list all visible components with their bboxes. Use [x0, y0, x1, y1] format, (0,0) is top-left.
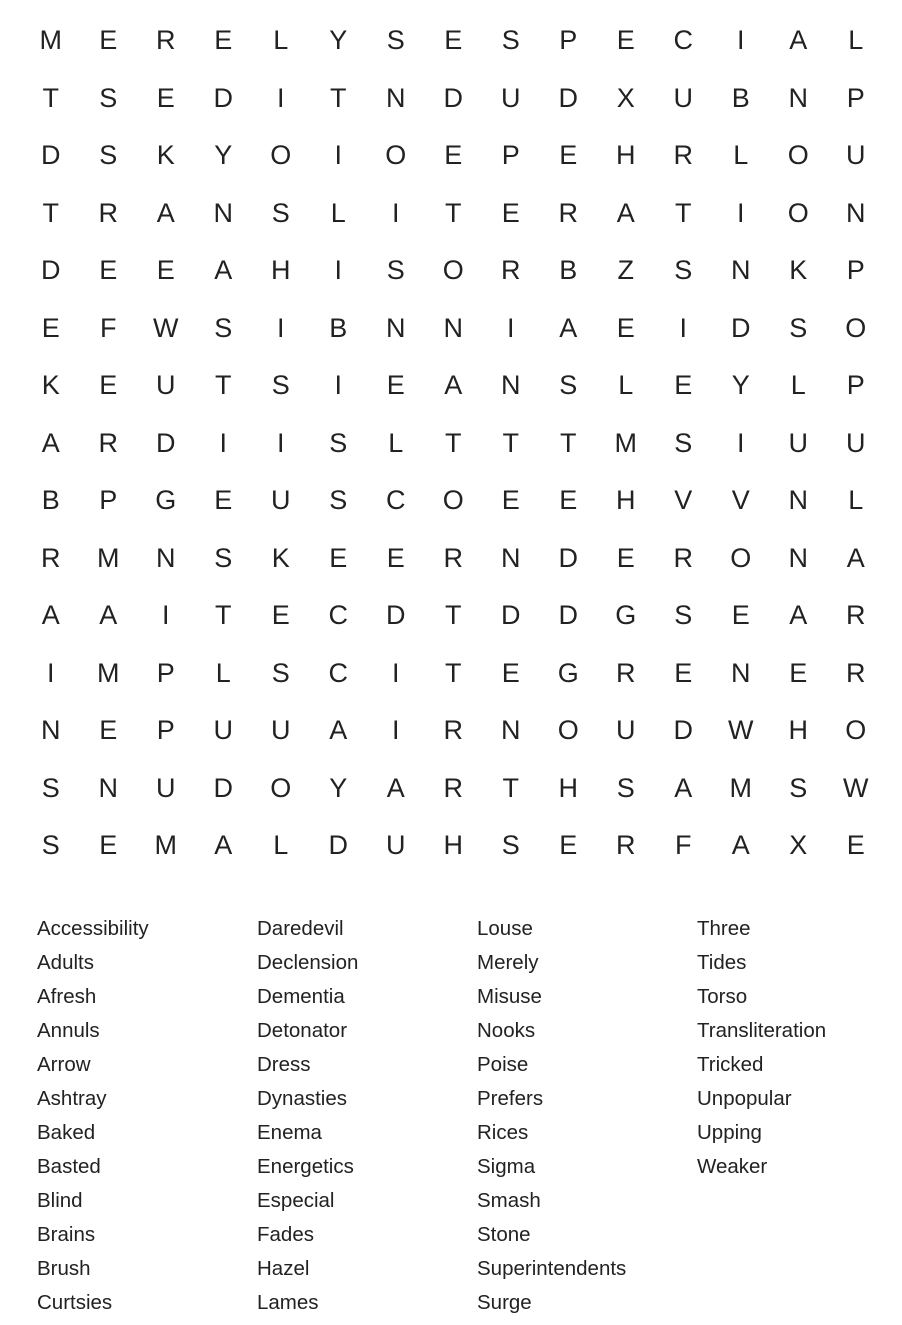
grid-cell[interactable]: O	[270, 140, 292, 171]
grid-cell[interactable]: I	[679, 312, 687, 343]
grid-cell[interactable]: S	[501, 25, 520, 56]
grid-cell[interactable]: B	[731, 82, 750, 113]
grid-cell[interactable]: D	[558, 600, 578, 631]
grid-cell[interactable]: S	[501, 830, 520, 861]
grid-cell[interactable]: B	[559, 255, 578, 286]
grid-cell[interactable]: Z	[617, 255, 634, 286]
grid-cell[interactable]: O	[730, 542, 752, 573]
grid-cell[interactable]: E	[501, 197, 520, 228]
grid-cell[interactable]: D	[443, 82, 463, 113]
word-item: Transliteration	[697, 1019, 827, 1042]
grid-cell[interactable]: A	[214, 830, 233, 861]
word-item: Basted	[37, 1155, 101, 1178]
grid-cell[interactable]: O	[385, 140, 407, 171]
grid-cell[interactable]: R	[616, 657, 636, 688]
word-item: Afresh	[37, 985, 97, 1008]
grid-cell[interactable]: S	[674, 427, 693, 458]
grid-cell[interactable]: E	[731, 600, 750, 631]
grid-cell[interactable]: E	[41, 312, 60, 343]
grid-cell[interactable]: I	[391, 197, 400, 228]
grid-cell[interactable]: E	[559, 485, 578, 516]
grid-cell[interactable]: H	[558, 772, 578, 803]
grid-cell[interactable]: E	[99, 370, 118, 401]
grid-cell[interactable]: R	[846, 657, 866, 688]
grid-cell[interactable]: P	[99, 485, 118, 516]
grid-cell[interactable]: H	[443, 830, 463, 861]
word-column	[697, 912, 897, 1320]
word-item: Ashtray	[37, 1087, 107, 1110]
grid-cell[interactable]: N	[501, 715, 521, 746]
word-item: Merely	[477, 951, 539, 974]
grid-cell[interactable]: V	[674, 485, 693, 516]
grid-cell[interactable]: E	[444, 140, 463, 171]
grid-cell[interactable]: I	[161, 600, 170, 631]
grid-cell[interactable]: O	[845, 715, 867, 746]
word-item: Weaker	[697, 1155, 768, 1178]
grid-cell[interactable]: I	[391, 657, 400, 688]
grid-cell[interactable]: U	[846, 140, 866, 171]
word-item: Brush	[37, 1257, 91, 1280]
grid-cell[interactable]: D	[328, 830, 348, 861]
grid-cell[interactable]: T	[42, 82, 59, 113]
word-column	[37, 912, 257, 1320]
grid-cell[interactable]: N	[846, 197, 866, 228]
grid-cell[interactable]: I	[46, 657, 55, 688]
grid-cell[interactable]: P	[501, 140, 520, 171]
grid-cell[interactable]: R	[846, 600, 866, 631]
grid-cell[interactable]: T	[445, 427, 462, 458]
grid-cell[interactable]: S	[329, 485, 348, 516]
grid-cell[interactable]: H	[788, 715, 808, 746]
grid-cell[interactable]: W	[843, 772, 869, 803]
grid-cell[interactable]: C	[328, 657, 348, 688]
grid-cell[interactable]: R	[501, 255, 521, 286]
grid-cell[interactable]: S	[41, 830, 60, 861]
grid-cell[interactable]: E	[674, 657, 693, 688]
grid-cell[interactable]: R	[673, 542, 693, 573]
grid-cell[interactable]: R	[443, 715, 463, 746]
grid-cell[interactable]: T	[330, 82, 347, 113]
grid-cell[interactable]: U	[673, 82, 693, 113]
grid-cell[interactable]: P	[156, 715, 175, 746]
grid-cell[interactable]: S	[214, 312, 233, 343]
grid-cell[interactable]: D	[386, 600, 406, 631]
grid-cell[interactable]: U	[788, 427, 808, 458]
grid-cell[interactable]: L	[215, 657, 231, 688]
word-item: Louse	[477, 917, 533, 940]
grid-cell[interactable]: T	[215, 370, 232, 401]
word-item: Dress	[257, 1053, 311, 1076]
grid-cell[interactable]: O	[787, 197, 809, 228]
grid-cell[interactable]: A	[386, 772, 405, 803]
grid-cell[interactable]: U	[271, 485, 291, 516]
grid-cell[interactable]: A	[41, 427, 60, 458]
grid-cell[interactable]: L	[330, 197, 346, 228]
grid-cell[interactable]: H	[616, 485, 636, 516]
grid-cell[interactable]: Y	[731, 370, 750, 401]
grid-cell[interactable]: S	[674, 600, 693, 631]
grid-cell[interactable]: N	[213, 197, 233, 228]
grid-cell[interactable]: O	[442, 255, 464, 286]
grid-cell[interactable]: P	[846, 255, 865, 286]
word-item: Tricked	[697, 1053, 764, 1076]
grid-cell[interactable]: I	[276, 82, 285, 113]
grid-cell[interactable]: T	[445, 600, 462, 631]
word-item: Adults	[37, 951, 94, 974]
grid-cell[interactable]: T	[560, 427, 577, 458]
grid-cell[interactable]: T	[445, 197, 462, 228]
grid-cell[interactable]: H	[271, 255, 291, 286]
grid-cell[interactable]: S	[271, 657, 290, 688]
word-item: Especial	[257, 1189, 335, 1212]
grid-cell[interactable]: S	[789, 312, 808, 343]
grid-cell[interactable]: I	[391, 715, 400, 746]
grid-cell[interactable]: O	[787, 140, 809, 171]
grid-cell[interactable]: E	[214, 25, 233, 56]
word-item: Energetics	[257, 1155, 354, 1178]
grid-cell[interactable]: A	[846, 542, 865, 573]
grid-cell[interactable]: P	[559, 25, 578, 56]
word-item: Prefers	[477, 1087, 544, 1110]
grid-cell[interactable]: V	[731, 485, 750, 516]
grid-cell[interactable]: M	[154, 830, 177, 861]
grid-cell[interactable]: D	[731, 312, 751, 343]
grid-cell[interactable]: T	[502, 427, 519, 458]
grid-cell[interactable]: R	[443, 542, 463, 573]
grid-cell[interactable]: A	[329, 715, 348, 746]
word-item: Brains	[37, 1223, 96, 1246]
grid-cell[interactable]: A	[214, 255, 233, 286]
grid-cell[interactable]: R	[41, 542, 61, 573]
grid-cell[interactable]: K	[156, 140, 175, 171]
grid-cell[interactable]: I	[506, 312, 515, 343]
grid-cell[interactable]: S	[99, 82, 118, 113]
grid-cell[interactable]: B	[329, 312, 348, 343]
word-item: Declension	[257, 951, 359, 974]
grid-cell[interactable]: E	[846, 830, 865, 861]
grid-cell[interactable]: T	[215, 600, 232, 631]
grid-cell[interactable]: U	[846, 427, 866, 458]
grid-cell[interactable]: O	[442, 485, 464, 516]
grid-cell[interactable]: D	[558, 82, 578, 113]
word-item: Dynasties	[257, 1087, 348, 1110]
grid-cell[interactable]: L	[618, 370, 634, 401]
grid-cell[interactable]: S	[271, 197, 290, 228]
grid-cell[interactable]: A	[156, 197, 175, 228]
grid-cell[interactable]: D	[213, 82, 233, 113]
grid-cell[interactable]: A	[41, 600, 60, 631]
grid-cell[interactable]: I	[334, 370, 342, 401]
word-item: Detonator	[257, 1019, 348, 1042]
grid-cell[interactable]: E	[501, 657, 520, 688]
grid-cell[interactable]: T	[42, 197, 59, 228]
word-item: Accessibility	[37, 917, 149, 940]
grid-cell[interactable]: E	[501, 485, 520, 516]
word-column	[477, 912, 697, 1320]
grid-cell[interactable]: P	[846, 370, 865, 401]
grid-cell[interactable]: S	[329, 427, 348, 458]
grid-cell[interactable]: U	[213, 715, 233, 746]
word-item: Smash	[477, 1189, 541, 1212]
grid-cell[interactable]: N	[501, 370, 521, 401]
grid-cell[interactable]: I	[334, 255, 342, 286]
grid-cell[interactable]: U	[616, 715, 636, 746]
grid-cell[interactable]: S	[214, 542, 233, 573]
grid-cell[interactable]: A	[99, 600, 118, 631]
word-item: Enema	[257, 1121, 322, 1144]
word-item: Three	[697, 917, 751, 940]
word-item: Annuls	[37, 1019, 100, 1042]
grid-cell[interactable]: A	[616, 197, 635, 228]
grid-cell[interactable]: I	[219, 427, 227, 458]
grid-cell[interactable]: C	[328, 600, 348, 631]
grid-cell[interactable]: N	[788, 485, 808, 516]
grid-cell[interactable]: H	[616, 140, 636, 171]
grid-cell[interactable]: E	[444, 25, 463, 56]
grid-cell[interactable]: L	[790, 370, 806, 401]
word-item: Daredevil	[257, 917, 344, 940]
grid-cell[interactable]: W	[728, 715, 754, 746]
word-item: Baked	[37, 1121, 96, 1144]
grid-cell[interactable]: E	[674, 370, 693, 401]
grid-cell[interactable]: S	[789, 772, 808, 803]
grid-cell[interactable]: K	[41, 370, 60, 401]
word-item: Poise	[477, 1053, 529, 1076]
grid-cell[interactable]: T	[675, 197, 692, 228]
grid-cell[interactable]: A	[731, 830, 750, 861]
grid-cell[interactable]: E	[386, 542, 405, 573]
grid-cell[interactable]: S	[386, 25, 405, 56]
grid-cell[interactable]: E	[616, 25, 635, 56]
grid-cell[interactable]: L	[848, 485, 864, 516]
grid-cell[interactable]: S	[386, 255, 405, 286]
grid-cell[interactable]: E	[156, 82, 175, 113]
grid-cell[interactable]: I	[736, 427, 745, 458]
grid-cell[interactable]: C	[386, 485, 406, 516]
grid-cell[interactable]: A	[789, 600, 808, 631]
grid-cell[interactable]: X	[789, 830, 808, 861]
grid-cell[interactable]: N	[41, 715, 61, 746]
grid-cell[interactable]: S	[559, 370, 578, 401]
grid-cell[interactable]: R	[443, 772, 463, 803]
grid-cell[interactable]: R	[673, 140, 693, 171]
grid-cell[interactable]: F	[675, 830, 692, 861]
grid-cell[interactable]: A	[444, 370, 463, 401]
word-item: Torso	[697, 985, 748, 1008]
grid-cell[interactable]: T	[502, 772, 519, 803]
grid-cell[interactable]: M	[97, 657, 120, 688]
word-item: Rices	[477, 1121, 529, 1144]
grid-cell[interactable]: D	[41, 255, 61, 286]
word-item: Curtsies	[37, 1291, 113, 1314]
grid-cell[interactable]: E	[99, 255, 118, 286]
grid-cell[interactable]: U	[271, 715, 291, 746]
grid-cell[interactable]: O	[845, 312, 867, 343]
grid-cell[interactable]: N	[98, 772, 118, 803]
grid-cell[interactable]: S	[271, 370, 290, 401]
word-item: Blind	[37, 1189, 83, 1212]
word-item: Dementia	[257, 985, 345, 1008]
grid-cell[interactable]: E	[329, 542, 348, 573]
grid-cell[interactable]: E	[616, 312, 635, 343]
grid-cell[interactable]: G	[557, 657, 579, 688]
grid-cell[interactable]: E	[386, 370, 405, 401]
grid-cell[interactable]: T	[445, 657, 462, 688]
word-item: Fades	[257, 1223, 314, 1246]
grid-cell[interactable]: N	[788, 82, 808, 113]
grid-cell[interactable]: N	[443, 312, 463, 343]
grid-cell[interactable]: E	[99, 25, 118, 56]
grid-cell[interactable]: R	[616, 830, 636, 861]
word-item: Lames	[257, 1291, 319, 1314]
grid-cell[interactable]: U	[501, 82, 521, 113]
grid-cell[interactable]: L	[273, 830, 289, 861]
grid-cell[interactable]: E	[99, 715, 118, 746]
word-item: Hazel	[257, 1257, 310, 1280]
grid-cell[interactable]: U	[386, 830, 406, 861]
grid-cell[interactable]: S	[41, 772, 60, 803]
grid-cell[interactable]: E	[99, 830, 118, 861]
word-list	[37, 912, 897, 1320]
word-item: Superintendents	[477, 1257, 627, 1280]
grid-cell[interactable]: M	[39, 25, 62, 56]
grid-cell[interactable]: D	[156, 427, 176, 458]
grid-cell[interactable]: S	[616, 772, 635, 803]
grid-cell[interactable]: L	[848, 25, 864, 56]
grid-cell[interactable]: G	[615, 600, 637, 631]
grid-cell[interactable]: F	[100, 312, 117, 343]
grid-cell[interactable]: W	[153, 312, 179, 343]
grid-cell[interactable]: E	[156, 255, 175, 286]
grid-cell[interactable]: A	[789, 25, 808, 56]
word-item: Stone	[477, 1223, 531, 1246]
grid-cell[interactable]: B	[41, 485, 60, 516]
grid-cell[interactable]: E	[271, 600, 290, 631]
grid-cell[interactable]: N	[156, 542, 176, 573]
grid-cell[interactable]: M	[97, 542, 120, 573]
word-item: Misuse	[477, 985, 542, 1008]
grid-cell[interactable]: N	[386, 82, 406, 113]
grid-cell[interactable]: M	[729, 772, 752, 803]
grid-cell[interactable]: P	[846, 82, 865, 113]
grid-cell[interactable]: D	[558, 542, 578, 573]
grid-cell[interactable]: R	[98, 197, 118, 228]
grid-cell[interactable]: O	[557, 715, 579, 746]
grid-cell[interactable]: N	[386, 312, 406, 343]
grid-cell[interactable]: S	[674, 255, 693, 286]
grid-cell[interactable]: N	[731, 657, 751, 688]
grid-cell[interactable]: I	[276, 427, 285, 458]
grid-cell[interactable]: L	[273, 25, 289, 56]
grid-cell[interactable]: R	[98, 427, 118, 458]
grid-cell[interactable]: C	[673, 25, 693, 56]
grid-cell[interactable]: E	[616, 542, 635, 573]
grid-cell[interactable]: Y	[329, 25, 348, 56]
grid-cell[interactable]: X	[616, 82, 635, 113]
grid-cell[interactable]: D	[41, 140, 61, 171]
grid-cell[interactable]: A	[559, 312, 578, 343]
grid-cell[interactable]: I	[276, 312, 285, 343]
grid-cell[interactable]: P	[156, 657, 175, 688]
grid-cell[interactable]: U	[156, 772, 176, 803]
word-item: Nooks	[477, 1019, 536, 1042]
grid-cell[interactable]: E	[559, 140, 578, 171]
grid-cell[interactable]: Y	[214, 140, 233, 171]
grid-cell[interactable]: G	[155, 485, 177, 516]
word-item: Arrow	[37, 1053, 91, 1076]
grid-cell[interactable]: L	[388, 427, 404, 458]
grid-cell[interactable]: I	[736, 197, 745, 228]
grid-cell[interactable]: N	[731, 255, 751, 286]
word-item: Surge	[477, 1291, 532, 1314]
grid-cell[interactable]: D	[501, 600, 521, 631]
grid-cell[interactable]: K	[789, 255, 808, 286]
grid-cell[interactable]: I	[334, 140, 342, 171]
grid-cell[interactable]: U	[156, 370, 176, 401]
grid-cell[interactable]: N	[501, 542, 521, 573]
grid-cell[interactable]: E	[559, 830, 578, 861]
grid-cell[interactable]: A	[674, 772, 693, 803]
word-item: Upping	[697, 1121, 762, 1144]
word-item: Sigma	[477, 1155, 536, 1178]
grid-cell[interactable]: I	[736, 25, 745, 56]
word-item: Unpopular	[697, 1087, 792, 1110]
grid-cell[interactable]: E	[214, 485, 233, 516]
word-item: Tides	[697, 951, 747, 974]
grid-cell[interactable]: K	[271, 542, 290, 573]
grid-cell[interactable]: M	[614, 427, 637, 458]
word-column	[257, 912, 477, 1320]
grid-cell[interactable]: E	[789, 657, 808, 688]
grid-cell[interactable]: D	[213, 772, 233, 803]
grid-cell[interactable]: S	[99, 140, 118, 171]
grid-cell[interactable]: Y	[329, 772, 348, 803]
grid-cell[interactable]: R	[558, 197, 578, 228]
grid-cell[interactable]: O	[270, 772, 292, 803]
grid-cell[interactable]: D	[673, 715, 693, 746]
grid-cell[interactable]: R	[156, 25, 176, 56]
grid-cell[interactable]: N	[788, 542, 808, 573]
grid-cell[interactable]: L	[733, 140, 749, 171]
letter-grid	[22, 12, 886, 875]
